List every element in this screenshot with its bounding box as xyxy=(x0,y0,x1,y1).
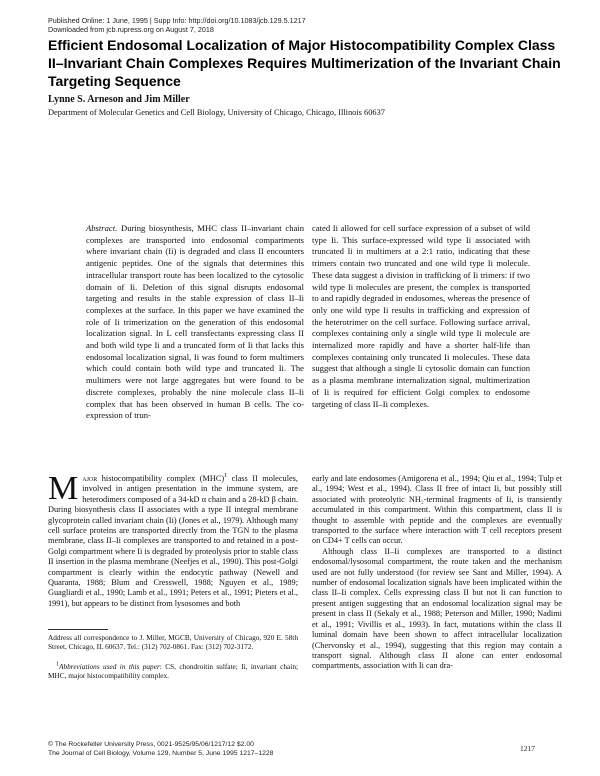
page-number: 1217 xyxy=(520,744,535,753)
copyright-line: © The Rockefeller University Press, 0021-9525/95/06/1217/12 $2.00 xyxy=(48,741,254,748)
correspondence-footnote: Address all correspondence to J. Miller, MGCB, University of Chicago, 920 E. 58th Street, Chicago, IL 60637. Tel.: (312) 702-0861. Fax: (312) 702-3172. xyxy=(48,633,298,651)
abstract-label: Abstract. xyxy=(86,223,118,233)
abstract-right-column xyxy=(312,223,530,410)
drop-cap: M xyxy=(48,470,79,507)
abbrev-text: : CS, chondroitin sulfate; Ii, invariant chain; MHC, major histocompatibility complex. xyxy=(48,662,298,680)
footnote-divider xyxy=(48,629,108,630)
abbrev-mark: 1 xyxy=(56,661,59,668)
copyright-block xyxy=(48,741,368,758)
body-right-paragraph-2: Although class II–Ii complexes are transported to a distinct endosomal/lysosomal compartment, the route taken and the mechanism used are not fully understood (for review see Sant and Miller, 1994). A number of endosomal localization signals have been implicated within the class II–Ii complex. Cells expressing class II but not Ii can function to present antigen suggesting that an endosomal localization signal may be present in class II (Sekaly et al., 1988; Peterson and Miller, 1990; Nadimi et al., 1991; Vivillis et al., 1993). In fact, mutations within the class II luminal domain have been shown to affect intracellular localization (Chervonsky et al., 1994), suggesting that this region may contain a transport signal. Although class II alone can enter endosomal compartments, association with Ii can dra- xyxy=(312,546,562,671)
article-title: Efficient Endosomal Localization of Major Histocompatibility Complex Class II–Invariant Chain Complexes Requires Multimerization of the Invariant Chain Targeting Sequence xyxy=(48,37,561,89)
body-left-column xyxy=(48,470,298,609)
article-authors: Lynne S. Arneson and Jim Miller xyxy=(48,94,190,105)
abbreviations-footnote xyxy=(48,663,298,681)
abstract-left-column xyxy=(86,223,304,422)
downloaded-from-line: Downloaded from jcb.rupress.org on August 7, 2018 xyxy=(48,25,214,34)
body-right-paragraph-1: early and late endosomes (Amigorena et al., 1994; Qiu et al., 1994; Tulp et al., 1994; West et al., 1994). Class II free of intact Ii, but possibly still associated with proteolytic NH₂-terminal fragments of Ii, is transiently accumulated in this compartment. Within this compartment, class II is thought to assemble with peptide and the complexes are eventually transported to the surface where interaction with T cell receptors present on CD4+ T cells can occur. xyxy=(312,474,562,546)
abstract-text-left: During biosynthesis, MHC class II–invariant chain complexes are transported into endosomal compartments where invariant chain (Ii) is degraded and class II encounters antigenic peptides. One of the signals that determines this intracellular transport route has been localized to the cytosolic domain of Ii. Deletion of this signal disrupts endosomal targeting and results in the stable expression of class II–Ii complexes at the surface. In this paper we have examined the role of Ii trimerization on the generation of this endosomal localization signal. In L cell transfectants expressing class II and both wild type Ii and a truncated form of Ii that lacks this endosomal localization signal, Ii was found to form multimers which could contain both wild type and truncated Ii. The multimers were not large aggregates but were found to be discrete complexes, probably the nine molecule class II–Ii complex that has been observed in human B cells. The co-expression of trun- xyxy=(86,223,304,421)
abbrev-label: Abbreviations used in this paper xyxy=(59,662,160,671)
body-left-text: class II molecules, involved in antigen presentation in the immune system, are heterodimers composed of a 34-kD α chain and a 28-kD β chain. During biosynthesis class II associates with a type II integral membrane glycoprotein called invariant chain (Ii) (Jones et al., 1979). Although many cell surface proteins are transported directly from the TGN to the plasma membrane, class II–Ii complexes are transported to and retained in a post-Golgi compartment where Ii is degraded by proteolysis prior to stable class II insertion in the plasma membrane (Neefjes et al., 1990). This post-Golgi compartment is clearly within the endocytic pathway (Newell and Quaranta, 1988; Blum and Cresswell, 1988; Nguyen et al., 1989; Guagliardi et al., 1990; Lamb et al., 1991; Peters et al., 1991; Pieters et al., 1991), but appears to be distinct from lysosomes and both xyxy=(48,474,298,608)
body-intro: histocompatibility complex (MHC) xyxy=(97,474,225,483)
abstract-text-right: cated Ii allowed for cell surface expression of a subset of wild type Ii. This surface-expressed wild type Ii associated with truncated Ii in multimers at a 2:1 ratio, indicating that these trimers contain two truncated and one wild type Ii molecule. These data suggest a division in trafficking of Ii trimers: if two wild type Ii molecules are present, the complex is transported to and rapidly degraded in endosomes, whereas the presence of only one wild type Ii results in trafficking and expression of the heterotrimer on the cell surface. Following surface arrival, complexes containing only a single wild type Ii molecule are internalized more rapidly and have a shorter half-life than complexes containing only truncated Ii molecules. These data suggest that although a single Ii cytosolic domain can function as a plasma membrane internalization signal, multimerization of Ii is required for efficient Golgi complex to endosome targeting of class II–Ii complexes. xyxy=(312,223,530,409)
published-online-line: Published Online: 1 June, 1995 | Supp Info: http://doi.org/10.1083/jcb.129.5.1217 xyxy=(48,16,306,25)
body-right-column xyxy=(312,474,562,672)
journal-line: The Journal of Cell Biology, Volume 129, Number 5, June 1995 1217–1228 xyxy=(48,749,274,757)
article-affiliation: Department of Molecular Genetics and Cell Biology, University of Chicago, Chicago, Illinois 60637 xyxy=(48,108,385,117)
footnote-mark: 1 xyxy=(224,473,228,480)
small-caps-lead: ajor xyxy=(82,474,98,483)
